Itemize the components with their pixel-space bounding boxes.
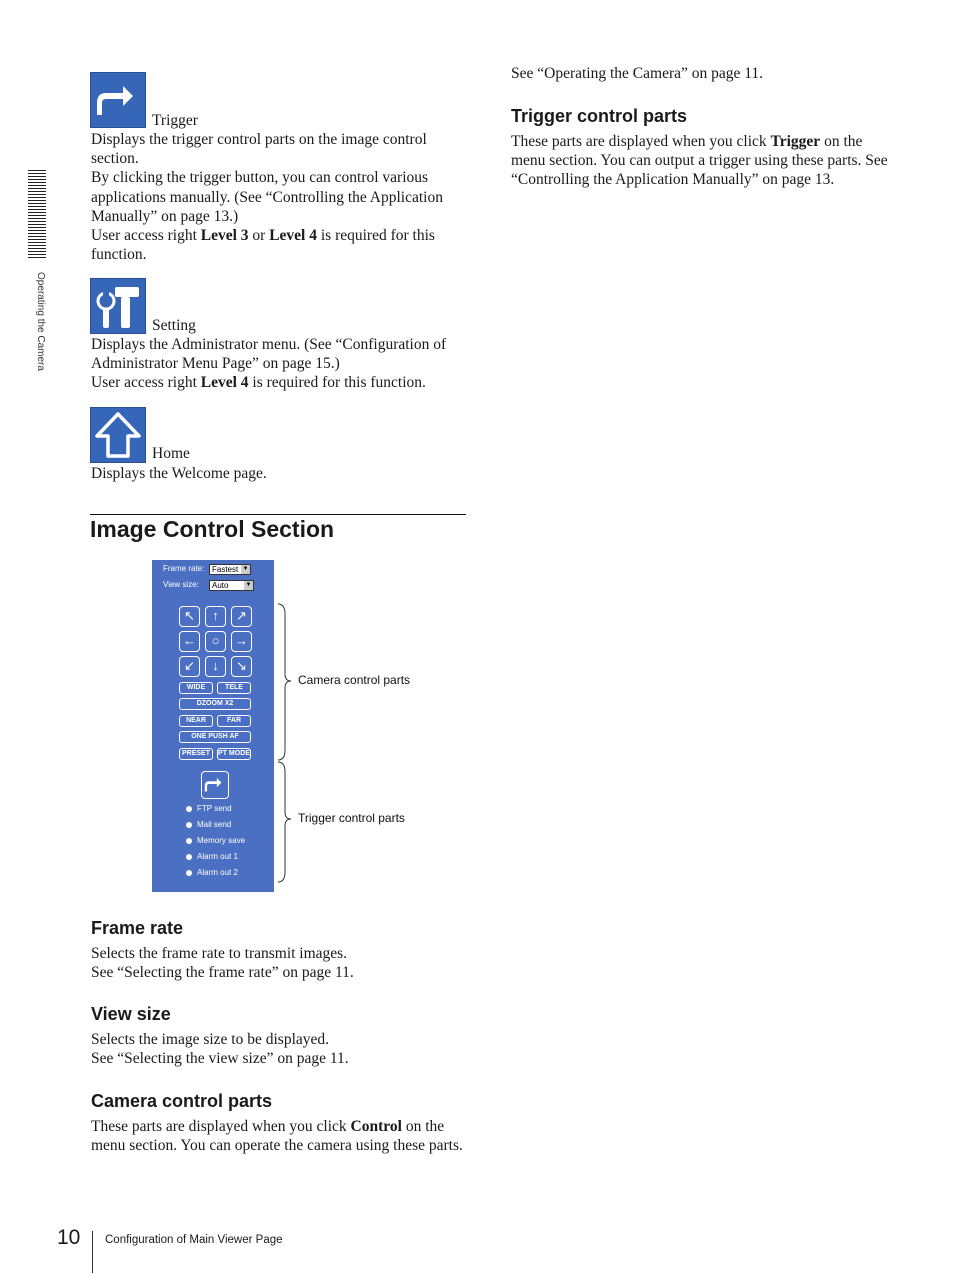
- frame-rate-heading: Frame rate: [91, 918, 184, 938]
- arrow-up-right-icon[interactable]: ↗: [231, 606, 252, 627]
- camera-control-bold: Control: [350, 1118, 402, 1135]
- trigger-control-text: [511, 132, 889, 190]
- trigger-item-mail-send: Mail send: [197, 820, 232, 829]
- camera-control-text: [91, 1117, 469, 1155]
- callout-braces: [276, 600, 296, 890]
- radio-alarm-out-2[interactable]: [186, 870, 192, 876]
- image-control-panel: [152, 560, 274, 892]
- radio-mail-send[interactable]: [186, 822, 192, 828]
- near-button[interactable]: NEAR: [179, 715, 213, 727]
- home-icon: [90, 407, 146, 463]
- view-size-value: Auto: [212, 581, 229, 590]
- side-tab-label: Operating the Camera: [35, 272, 46, 371]
- trigger-icon: [90, 72, 146, 128]
- right-see-line: See “Operating the Camera” on page 11.: [511, 65, 764, 82]
- setting-access-suffix: is required for this function.: [248, 374, 426, 392]
- pt-mode-button[interactable]: PT MODE: [217, 748, 251, 760]
- trigger-access-prefix: User access right: [91, 227, 201, 245]
- trigger-control-bold: Trigger: [770, 133, 821, 150]
- arrow-down-left-icon[interactable]: ↙: [179, 656, 200, 677]
- view-size-label: View size:: [163, 580, 199, 589]
- footer-title: Configuration of Main Viewer Page: [105, 1234, 283, 1246]
- camera-control-paragraph: [91, 1117, 469, 1155]
- trigger-control-prefix: These parts are displayed when you click: [511, 133, 771, 150]
- arrow-left-icon[interactable]: ←: [179, 631, 200, 652]
- callout-trigger-control: Trigger control parts: [298, 811, 405, 825]
- side-tab-stripes: [28, 170, 46, 258]
- arrow-right-icon[interactable]: →: [231, 631, 252, 652]
- view-size-line-2: See “Selecting the view size” on page 11.: [91, 1050, 349, 1068]
- view-size-select[interactable]: [209, 580, 254, 591]
- home-position-icon[interactable]: ○: [205, 631, 226, 652]
- arrow-up-left-icon[interactable]: ↖: [179, 606, 200, 627]
- frame-rate-select[interactable]: [209, 564, 251, 575]
- arrow-up-icon[interactable]: ↑: [205, 606, 226, 627]
- section-rule: [90, 514, 466, 515]
- home-description: Displays the Welcome page.: [91, 465, 267, 482]
- frame-rate-line-2: See “Selecting the frame rate” on page 11.: [91, 964, 354, 982]
- trigger-or: or: [248, 227, 270, 245]
- preset-button[interactable]: PRESET: [179, 748, 213, 760]
- trigger-item-memory-save: Memory save: [197, 836, 246, 845]
- trigger-item-alarm-out-2: Alarm out 2: [197, 868, 238, 877]
- footer-divider: [92, 1231, 93, 1273]
- chevron-down-icon: ▼: [242, 566, 249, 572]
- frame-rate-text: [91, 944, 469, 982]
- chevron-down-icon: ▼: [245, 582, 252, 588]
- far-button[interactable]: FAR: [217, 715, 251, 727]
- dzoom-button[interactable]: DZOOM X2: [179, 698, 251, 710]
- setting-access: [91, 373, 469, 392]
- camera-control-heading: Camera control parts: [91, 1091, 273, 1111]
- view-size-text: [91, 1030, 469, 1068]
- trigger-level-b: Level 4: [269, 227, 317, 245]
- frame-rate-value: Fastest: [212, 565, 239, 574]
- radio-ftp-send[interactable]: [186, 806, 192, 812]
- frame-rate-label: Frame rate:: [163, 564, 205, 573]
- wide-button[interactable]: WIDE: [179, 682, 213, 694]
- setting-description: [91, 335, 469, 393]
- radio-alarm-out-1[interactable]: [186, 854, 192, 860]
- arrow-down-right-icon[interactable]: ↘: [231, 656, 252, 677]
- trigger-item-ftp-send: FTP send: [197, 804, 232, 813]
- trigger-item-alarm-out-1: Alarm out 1: [197, 852, 238, 861]
- trigger-access-suffix: is required for this function.: [91, 227, 435, 264]
- trigger-line-2: By clicking the trigger button, you can control various applications manually. (See “Controlling the Application Manually” on page 13.): [91, 169, 443, 225]
- tele-button[interactable]: TELE: [217, 682, 251, 694]
- trigger-button-icon[interactable]: [201, 771, 229, 799]
- trigger-control-suffix: on the menu section. You can output a trigger using these parts. See “Controlling the Application Manually” on page 13.: [511, 133, 888, 189]
- radio-memory-save[interactable]: [186, 838, 192, 844]
- page-number: 10: [57, 1226, 81, 1249]
- home-title: Home: [152, 445, 190, 462]
- trigger-description: [91, 130, 469, 264]
- trigger-access: [91, 226, 469, 264]
- trigger-title: Trigger: [152, 112, 198, 129]
- frame-rate-line-1: Selects the frame rate to transmit images.: [91, 945, 348, 962]
- camera-control-suffix: on the menu section. You can operate the camera using these parts.: [91, 1118, 463, 1155]
- one-push-af-button[interactable]: ONE PUSH AF: [179, 731, 251, 743]
- setting-title: Setting: [152, 317, 196, 334]
- trigger-control-paragraph: [511, 132, 889, 190]
- trigger-control-heading: Trigger control parts: [511, 106, 688, 126]
- setting-level: Level 4: [200, 374, 249, 392]
- view-size-line-1: Selects the image size to be displayed.: [91, 1031, 330, 1048]
- setting-line: Displays the Administrator menu. (See “Configuration of Administrator Menu Page” on page 15.): [91, 336, 447, 373]
- arrow-down-icon[interactable]: ↓: [205, 656, 226, 677]
- section-title: Image Control Section: [90, 516, 335, 542]
- camera-control-prefix: These parts are displayed when you click: [91, 1118, 351, 1135]
- view-size-heading: View size: [91, 1004, 171, 1024]
- trigger-line-1: Displays the trigger control parts on the image control section.: [91, 131, 427, 168]
- setting-access-prefix: User access right: [91, 374, 201, 392]
- trigger-level-a: Level 3: [200, 227, 249, 245]
- callout-camera-control: Camera control parts: [298, 673, 411, 687]
- setting-icon: [90, 278, 146, 334]
